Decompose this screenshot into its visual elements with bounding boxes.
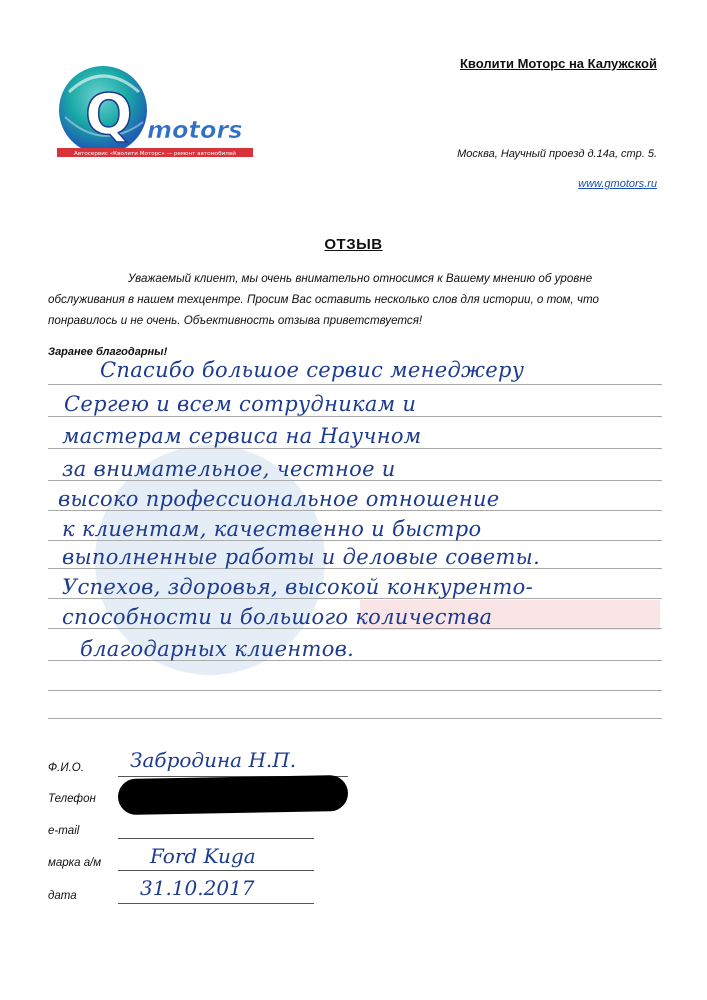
date-label: дата — [48, 890, 77, 902]
page-title: ОТЗЫВ — [324, 236, 383, 253]
svg-text:motors: motors — [147, 116, 243, 144]
redacted-phone — [118, 775, 349, 815]
car-value: Ford Kuga — [150, 844, 256, 868]
email-field[interactable] — [118, 838, 314, 839]
intro-text-content: Уважаемый клиент, мы очень внимательно относимся к Вашему мнению об уровне обслуживания в нашем техцентре. Просим Вас оставить несколько слов для истории, о том, что понравилось и не очень. Объективность отзыва приветствуется! — [48, 272, 599, 327]
thanks-text: Заранее благодарны! — [48, 346, 168, 358]
review-line: за внимательное, честное и — [62, 457, 396, 481]
phone-label: Телефон — [48, 793, 96, 805]
qmotors-logo — [55, 62, 255, 172]
company-address: Москва, Научный проезд д.14а, стр. 5. — [457, 148, 657, 160]
svg-text:Автосервис «Кволити Моторс» —: Автосервис «Кволити Моторс» — ремонт автомобилей — [74, 151, 236, 157]
car-label: марка а/м — [48, 857, 102, 869]
fio-value: Забродина Н.П. — [130, 748, 297, 772]
review-line: выполненные работы и деловые советы. — [62, 545, 541, 569]
intro-text — [48, 268, 660, 331]
ruled-line — [48, 690, 662, 691]
ruled-line — [48, 416, 662, 417]
fio-label: Ф.И.О. — [48, 762, 84, 774]
date-value: 31.10.2017 — [140, 876, 255, 900]
review-line: высоко профессиональное отношение — [58, 487, 500, 511]
car-field[interactable] — [118, 870, 314, 871]
review-line: Спасибо большое сервис менеджеру — [100, 358, 525, 382]
svg-text:Q: Q — [85, 83, 133, 148]
ruled-line — [48, 448, 662, 449]
review-line: Успехов, здоровья, высокой конкуренто- — [62, 575, 533, 599]
company-website-link[interactable]: www.gmotors.ru — [578, 178, 657, 190]
review-line: благодарных клиентов. — [80, 637, 355, 661]
email-label: e-mail — [48, 825, 80, 837]
date-field[interactable] — [118, 903, 314, 904]
company-name: Кволити Моторс на Калужской — [460, 56, 657, 71]
review-line: к клиентам, качественно и быстро — [62, 517, 482, 541]
review-line: способности и большого количества — [62, 605, 493, 629]
review-line: Сергею и всем сотрудникам и — [64, 392, 417, 416]
ruled-line — [48, 718, 662, 719]
ruled-line — [48, 384, 662, 385]
review-line: мастерам сервиса на Научном — [62, 424, 422, 448]
